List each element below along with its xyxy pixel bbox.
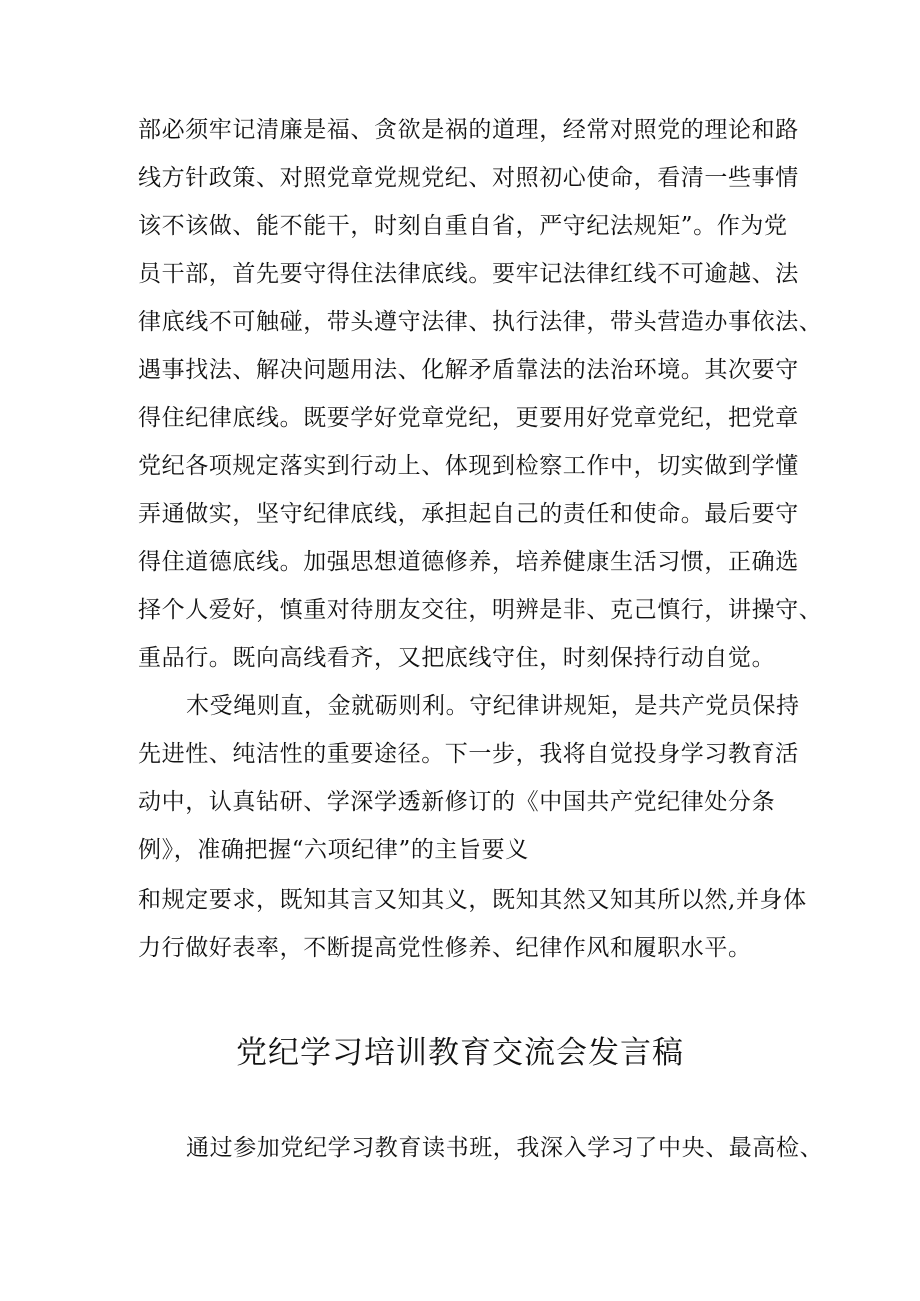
body-text-line: 得住纪律底线。既要学好党章党纪，更要用好党章党纪，把党章 — [138, 405, 799, 431]
body-text-line: 例》，准确把握“六项纪律”的主旨要义 — [138, 837, 529, 863]
body-text-line: 动中，认真钻研、学深学透新修订的《中国共产党纪律处分条 — [138, 789, 776, 815]
body-text-line: 员干部，首先要守得住法律底线。要牢记法律红线不可逾越、法 — [138, 261, 799, 287]
body-text-line: 遇事找法、解决问题用法、化解矛盾靠法的法治环境。其次要守 — [138, 357, 799, 383]
body-text-line: 线方针政策、对照党章党规党纪、对照初心使命，看清一些事情 — [138, 165, 799, 191]
body-text-line: 先进性、纯洁性的重要途径。下一步，我将自觉投身学习教育活 — [138, 741, 799, 767]
body-text-line: 党纪各项规定落实到行动上、体现到检察工作中，切实做到学懂 — [138, 453, 799, 479]
body-text-line: 重品行。既向高线看齐，又把底线守住，时刻保持行动自觉。 — [138, 645, 776, 671]
body-text-line: 弄通做实，坚守纪律底线，承担起自己的责任和使命。最后要守 — [138, 501, 799, 527]
body-text-line: 木受绳则直，金就砺则利。守纪律讲规矩，是共产党员保持 — [186, 693, 800, 719]
body-text-line: 力行做好表率，不断提高党性修养、纪律作风和履职水平。 — [138, 935, 752, 961]
body-text-line: 得住道德底线。加强思想道德修养，培养健康生活习惯，正确选 — [138, 549, 799, 575]
body-text-line: 该不该做、能不能干，时刻自重自省，严守纪法规矩”。作为党 — [138, 213, 788, 239]
body-text-line: 通过参加党纪学习教育读书班，我深入学习了中央、最高检、 — [186, 1135, 824, 1161]
body-text-line: 择个人爱好，慎重对待朋友交往，明辨是非、克己慎行，讲操守、 — [138, 597, 823, 623]
section-title: 党纪学习培训教育交流会发言稿 — [236, 1035, 684, 1071]
body-text-line: 部必须牢记清廉是福、贪欲是祸的道理，经常对照党的理论和路 — [138, 117, 799, 143]
body-text-line: 和规定要求，既知其言又知其义，既知其然又知其所以然,并身体 — [138, 887, 807, 913]
body-text-line: 律底线不可触碰，带头遵守法律、执行法律，带头营造办事依法、 — [138, 309, 823, 335]
